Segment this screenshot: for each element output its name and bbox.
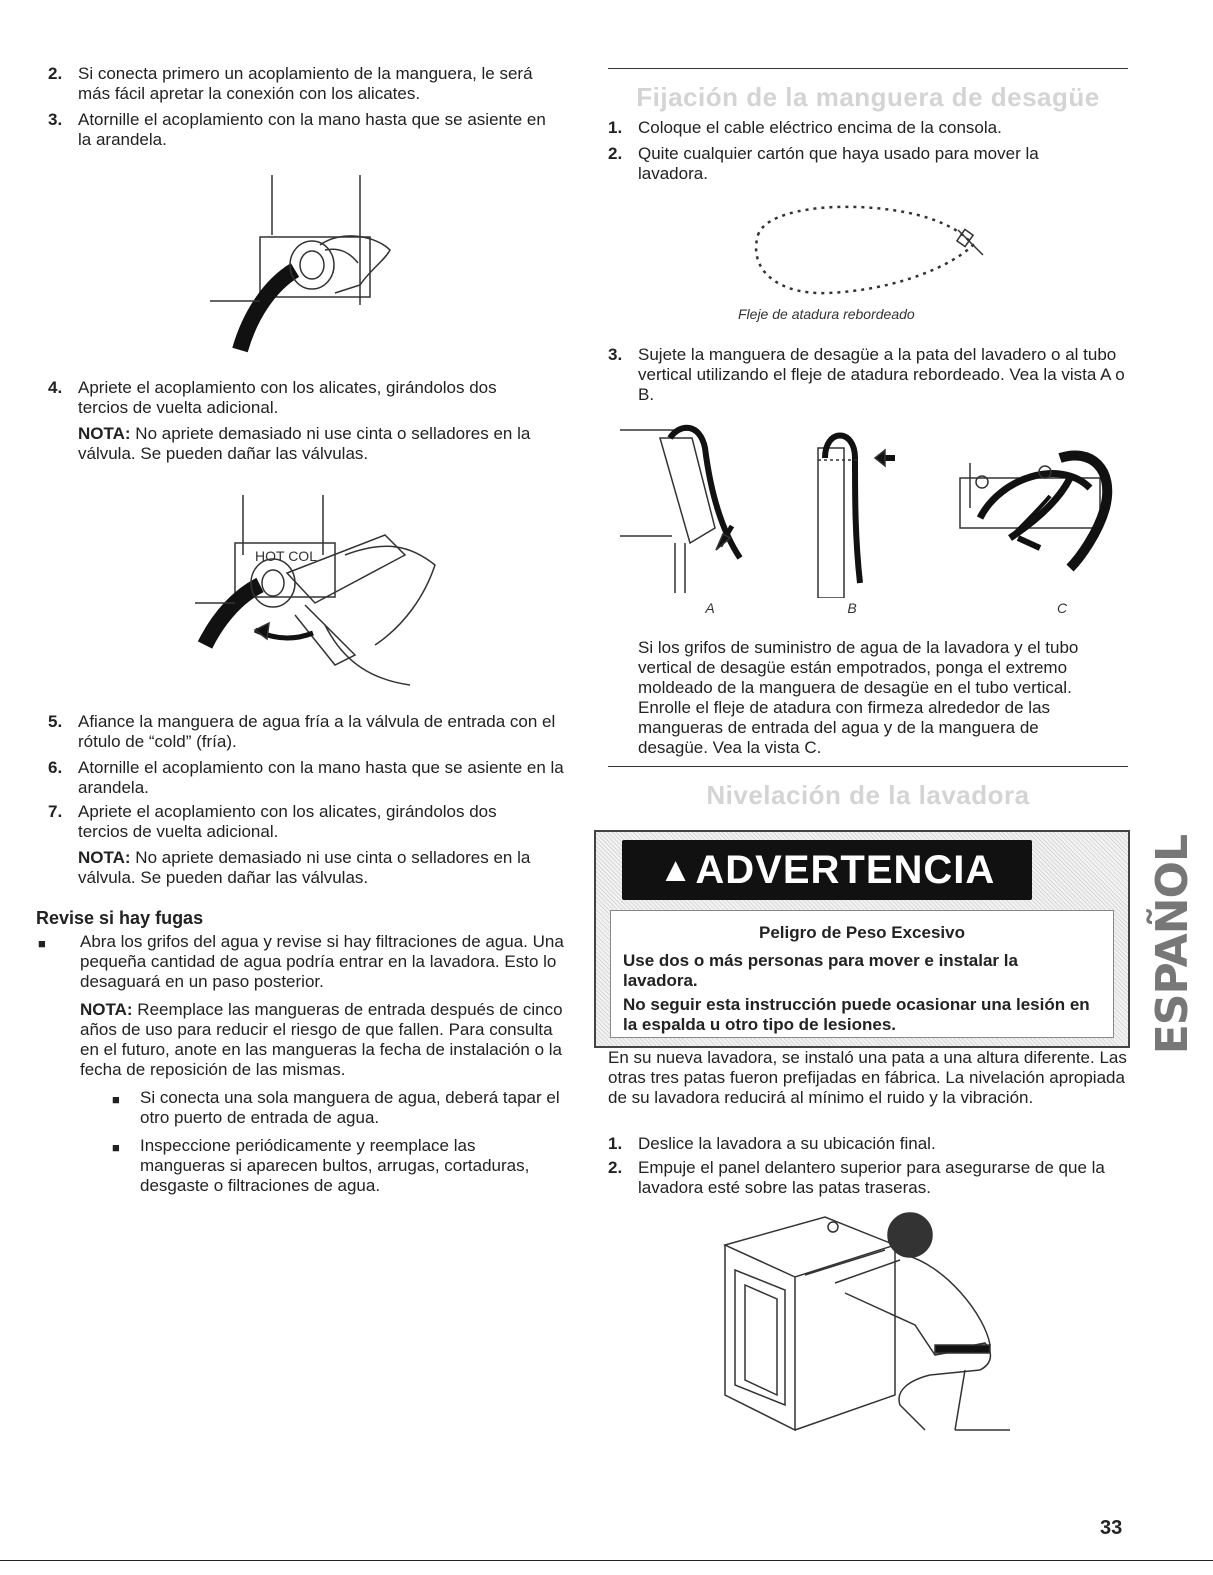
leaks-heading: Revise si hay fugas: [36, 908, 204, 928]
section-divider: [608, 68, 1128, 69]
view-b-label: B: [847, 600, 857, 616]
warning-header: ▲ ADVERTENCIA: [622, 840, 1032, 900]
section-title-leveling: Nivelación de la lavadora: [706, 780, 1030, 810]
note-3: NOTA: Reemplace las mangueras de entrada después de cinco años de uso para reducir el riesgo de que fallen. Para consulta en el futuro, anote en las mangueras la fecha de instalación o la fecha de reposición de las mismas.: [80, 1000, 563, 1079]
warning-box: [594, 830, 1130, 1048]
beaded-strap-illustration: [738, 195, 988, 305]
strap-caption: Fleje de atadura rebordeado: [738, 306, 915, 322]
level-paragraph: En su nueva lavadora, se instaló una pata a una altura diferente. Las otras tres patas fueron prefijadas en fábrica. La nivelación apropiada de su lavadora reducirá al mínimo el ruido y la vibración.: [608, 1048, 1127, 1107]
bottom-rule: [0, 1560, 1213, 1561]
sub-bullet-2: Inspeccione periódicamente y reemplace las mangueras si aparecen bultos, arrugas, cortaduras, desgaste o filtraciones de agua.: [140, 1136, 530, 1195]
bullet-icon: ■: [112, 1092, 120, 1107]
view-c-label: C: [1056, 600, 1068, 616]
view-a-label: A: [705, 600, 715, 616]
warning-content: [610, 910, 1114, 1038]
note-1: NOTA: No apriete demasiado ni use cinta o selladores en la válvula. Se pueden dañar las válvulas.: [78, 424, 531, 463]
person-pushing-washer-illustration: [715, 1205, 1015, 1440]
view-c-paragraph: Si los grifos de suministro de agua de la lavadora y el tubo vertical de desagüe están empotrados, ponga el extremo moldeado de la manguera de desagüe en el tubo vertical. Enrolle el fleje de atadura con firmeza alrededor de las mangueras de entrada del agua y de la manguera de desagüe. Vea la vista C.: [638, 638, 1079, 757]
note-2: NOTA: No apriete demasiado ni use cinta o selladores en la válvula. Se pueden dañar las válvulas.: [78, 848, 531, 887]
bullet-icon: ■: [38, 936, 46, 951]
warning-title: Peligro de Peso Excesivo: [759, 923, 965, 942]
page-number: 33: [1100, 1517, 1123, 1539]
sub-bullet-1: Si conecta una sola manguera de agua, deberá tapar el otro puerto de entrada de agua.: [140, 1088, 560, 1127]
warning-triangle-icon: ▲: [658, 850, 694, 889]
language-side-tab: ESPAÑOL: [1146, 835, 1198, 1055]
section-divider: [608, 766, 1128, 767]
leaks-bullet: Abra los grifos del agua y revise si hay filtraciones de agua. Una pequeña cantidad de agua podría entrar en la lavadora. Esto lo desaguará en un paso posterior.: [80, 932, 564, 991]
drain-views-illustration: [620, 418, 1120, 598]
warning-line-1: Use dos o más personas para mover e instalar la lavadora.: [623, 951, 1018, 990]
hot-cold-label: HOT COL: [255, 548, 317, 564]
section-title-drain-hose: Fijación de la manguera de desagüe: [636, 82, 1100, 112]
hand-tighten-illustration: [200, 175, 420, 355]
pliers-tighten-illustration: [195, 495, 455, 695]
bullet-icon: ■: [112, 1140, 120, 1155]
warning-line-2: No seguir esta instrucción puede ocasionar una lesión en la espalda u otro tipo de lesiones.: [623, 995, 1090, 1034]
